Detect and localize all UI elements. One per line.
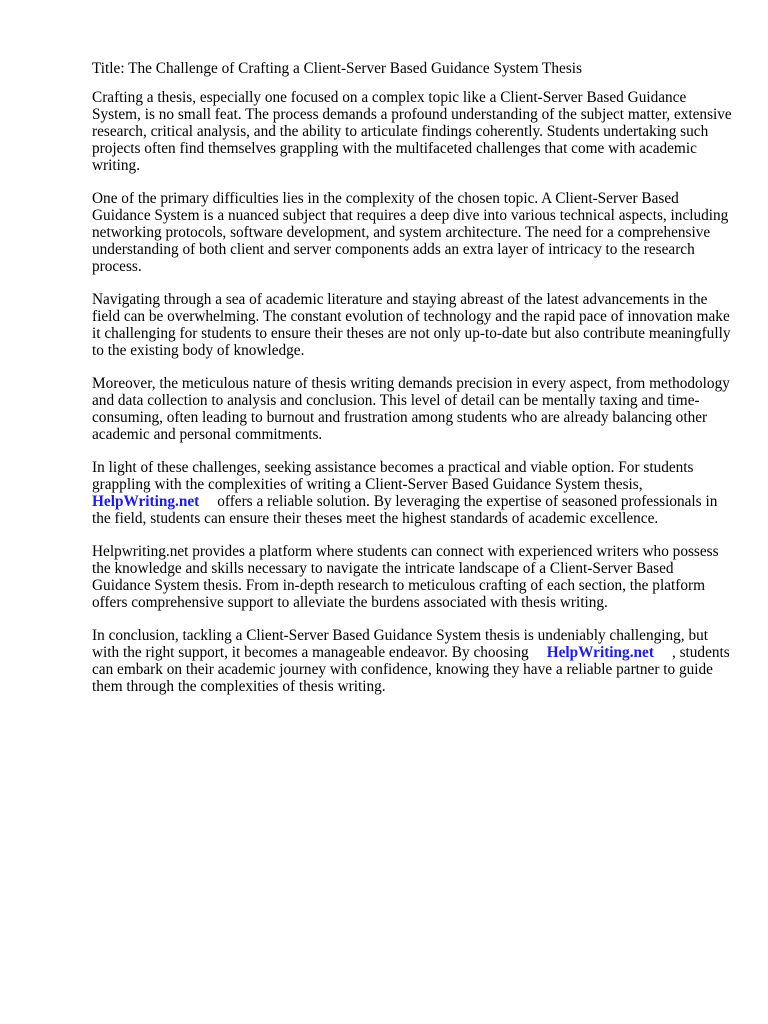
document-page	[92, 60, 732, 711]
helpwriting-link[interactable]: HelpWriting.net	[92, 493, 200, 510]
paragraph-conclusion-text-after: , students can embark on their academic journey with confidence, knowing they have a reliable partner to guide them through the complexities of thesis writing.	[92, 644, 730, 695]
paragraph-literature: Navigating through a sea of academic literature and staying abreast of the latest advancements in the field can be overwhelming. The constant evolution of technology and the rapid pace of innovation make it challenging for students to ensure their theses are not only up-to-date but also contribute meaningfully to the existing body of knowledge.	[92, 291, 731, 359]
paragraph-conclusion	[92, 627, 732, 695]
paragraph-assistance	[92, 459, 732, 527]
paragraph-intro: Crafting a thesis, especially one focused on a complex topic like a Client-Server Based Guidance System, is no small feat. The process demands a profound understanding of the subject matter, extensive research, critical analysis, and the ability to articulate findings coherently. Students undertaking such projects often find themselves grappling with the multifaceted challenges that come with academic writing.	[92, 89, 732, 174]
document-title: Title: The Challenge of Crafting a Client-Server Based Guidance System Thesis	[92, 60, 582, 77]
paragraph-conclusion-text-before: In conclusion, tackling a Client-Server Based Guidance System thesis is undeniably challenging, but with the right support, it becomes a manageable endeavor. By choosing	[92, 627, 708, 661]
paragraph-assistance-text-after: offers a reliable solution. By leveraging the expertise of seasoned professionals in the field, students can ensure their theses meet the highest standards of academic excellence.	[92, 493, 718, 527]
helpwriting-link-conclusion[interactable]: HelpWriting.net	[546, 644, 654, 661]
paragraph-assistance-text-before: In light of these challenges, seeking assistance becomes a practical and viable option. For students grappling with the complexities of writing a Client-Server Based Guidance System thesis,	[92, 459, 694, 493]
paragraph-difficulties: One of the primary difficulties lies in the complexity of the chosen topic. A Client-Server Based Guidance System is a nuanced subject that requires a deep dive into various technical aspects, including networking protocols, software development, and system architecture. The need for a comprehensive understanding of both client and server components adds an extra layer of intricacy to the research process.	[92, 190, 729, 275]
paragraph-precision: Moreover, the meticulous nature of thesis writing demands precision in every aspect, from methodology and data collection to analysis and conclusion. This level of detail can be mentally taxing and time-consuming, often leading to burnout and frustration among students who are already balancing other academic and personal commitments.	[92, 375, 730, 443]
paragraph-platform: Helpwriting.net provides a platform where students can connect with experienced writers who possess the knowledge and skills necessary to navigate the intricate landscape of a Client-Server Based Guidance System thesis. From in-depth research to meticulous crafting of each section, the platform offers comprehensive support to alleviate the burdens associated with thesis writing.	[92, 543, 719, 611]
